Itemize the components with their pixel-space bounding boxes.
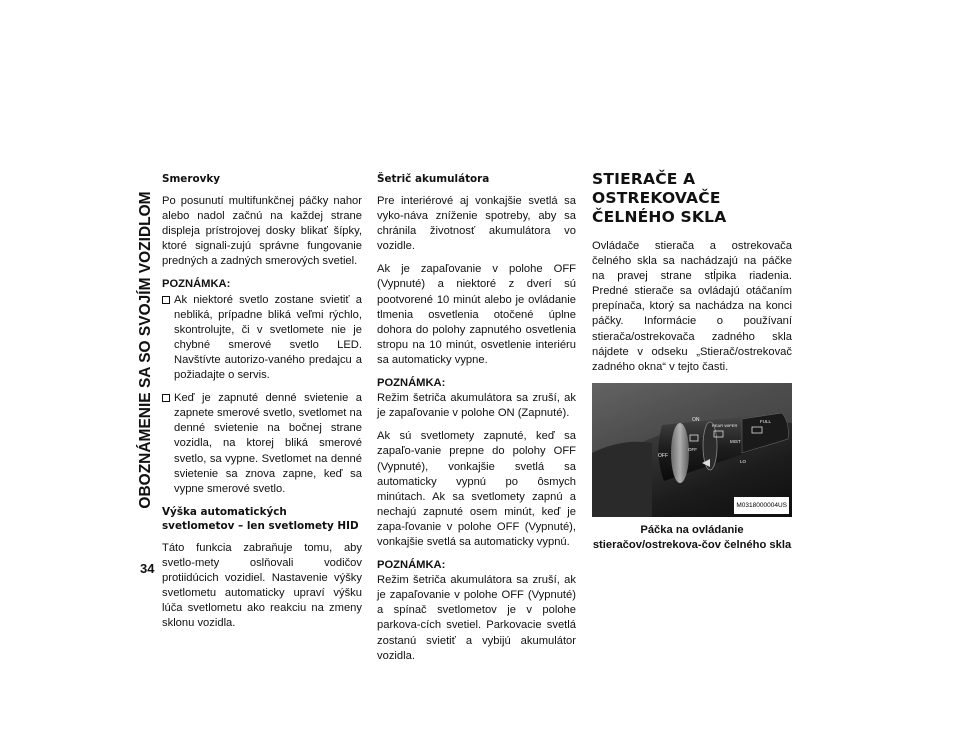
label-off: OFF bbox=[688, 446, 697, 452]
image-code: M0318000004US bbox=[734, 497, 789, 514]
checkbox-bullet-icon bbox=[162, 296, 170, 304]
page-number: 34 bbox=[140, 561, 155, 576]
sidebar-chapter-title-text: OBOZNÁMENIE SA SO SVOJÍM VOZIDLOM bbox=[137, 191, 154, 509]
label-lo: LO bbox=[740, 458, 747, 464]
heading-battery-saver: Šetrič akumulátora bbox=[377, 173, 490, 185]
note-title: POZNÁMKA: bbox=[377, 559, 446, 572]
paragraph-turn-signals: Po posunutí multifunkčnej páčky nahor alebo nadol začnú na každej strane displeja prístrojovej dosky blikať šípky, ktoré signali-zujú správne fungovanie predných a zadných smerových svetiel. bbox=[162, 195, 362, 268]
bullet-text: Keď je zapnuté denné svietenie a zapnete smerové svetlo, svetlomet na denné svietenie na bočnej strane vozidla, na ktorej bliká smerové svetlo, sa vypne. Svetlomet na denné svietenie sa znova zapne, keď sa vypne smerové svetlo. bbox=[174, 392, 362, 495]
column-1 bbox=[162, 172, 362, 639]
label-off-left: OFF bbox=[658, 452, 668, 459]
paragraph: Pre interiérové aj vonkajšie svetlá sa vyko-náva zníženie spotreby, aby sa chránila životnosť akumulátora vo vozidle. bbox=[377, 195, 576, 253]
note-text: Režim šetriča akumulátora sa zruší, ak je zapaľovanie v polohe OFF (Vypnuté) a spínač svetlometov je v polohe parkova-cích svetiel. Parkovacie svetlá zostanú svietiť a vybijú akumulátor vozidla. bbox=[377, 574, 576, 662]
figure-caption: Páčka na ovládanie stieračov/ostrekova-čov čelného skla bbox=[592, 523, 792, 551]
paragraph: Ak sú svetlomety zapnuté, keď sa zapaľo-vanie prepne do polohy OFF (Vypnuté), vonkajšie svetlá sa automaticky vypnú po ôsmych minútach. Ak sa svetlomety zapnú a nechajú zapnuté osem minút, keď je zapa-ľovanie v polohe OFF (Vypnuté), vonkajšie svetlá sa automaticky vypnú. bbox=[377, 430, 576, 548]
paragraph: Ak je zapaľovanie v polohe OFF (Vypnuté) a niektoré z dverí sú pootvorené 10 minút alebo je ovládanie tlmenia osvetlenia otočené úplne dohora do polohy zapnutého osvetlenia stropu na 10 minút, osvetlenie interiéru sa automaticky vypne. bbox=[377, 263, 576, 366]
paragraph-headlight-leveling: Táto funkcia zabraňuje tomu, aby svetlo-mety oslňovali vodičov protiidúcich vozidiel. Nastavenie výšky svetlometu automaticky upraví výšku lúča svetlometu ako reakciu na zmeny sklonu vozidla. bbox=[162, 541, 362, 630]
note-title: POZNÁMKA: bbox=[377, 377, 446, 390]
paragraph-wipers: Ovládače stierača a ostrekovača čelného skla sa nachádzajú na páčke na pravej strane stĺpika riadenia. Predné stierače sa ovládajú otáčaním prepínača, ktorý sa nachádza na konci páčky. Informácie o používaní stierača/ostrekovača zadného skla nájdete v odseku „Stierač/ostrekovač zadného okna“ v tejto časti. bbox=[592, 240, 792, 373]
note-text: Režim šetriča akumulátora sa zruší, ak je zapaľovanie v polohe ON (Zapnuté). bbox=[377, 392, 576, 420]
wiper-lever-photo bbox=[592, 383, 792, 517]
bullet-item bbox=[162, 391, 362, 497]
heading-headlight-leveling: Výška automatických svetlometov – len svetlomety HID bbox=[162, 505, 359, 532]
sidebar-chapter-title bbox=[137, 165, 161, 535]
column-2 bbox=[377, 172, 576, 672]
label-on: ON bbox=[692, 416, 700, 423]
label-full: FULL bbox=[760, 418, 772, 424]
note-title: POZNÁMKA: bbox=[162, 278, 231, 291]
section-heading-wipers: STIERAČE A OSTREKOVAČE ČELNÉHO SKLA bbox=[592, 170, 727, 226]
column-3 bbox=[592, 172, 792, 553]
heading-turn-signals: Smerovky bbox=[162, 173, 221, 185]
label-rear-wiper: REAR WIPER bbox=[712, 422, 738, 428]
bullet-item bbox=[162, 293, 362, 384]
bullet-text: Ak niektoré svetlo zostane svietiť a nebliká, prípadne bliká veľmi rýchlo, skontrolujte, či v svetlomete nie je chybné smerové svetlo LED. Navštívte autorizo-vaného predajcu a požiadajte o servis. bbox=[174, 293, 362, 382]
checkbox-bullet-icon bbox=[162, 394, 170, 402]
label-mist: MIST bbox=[730, 438, 741, 444]
